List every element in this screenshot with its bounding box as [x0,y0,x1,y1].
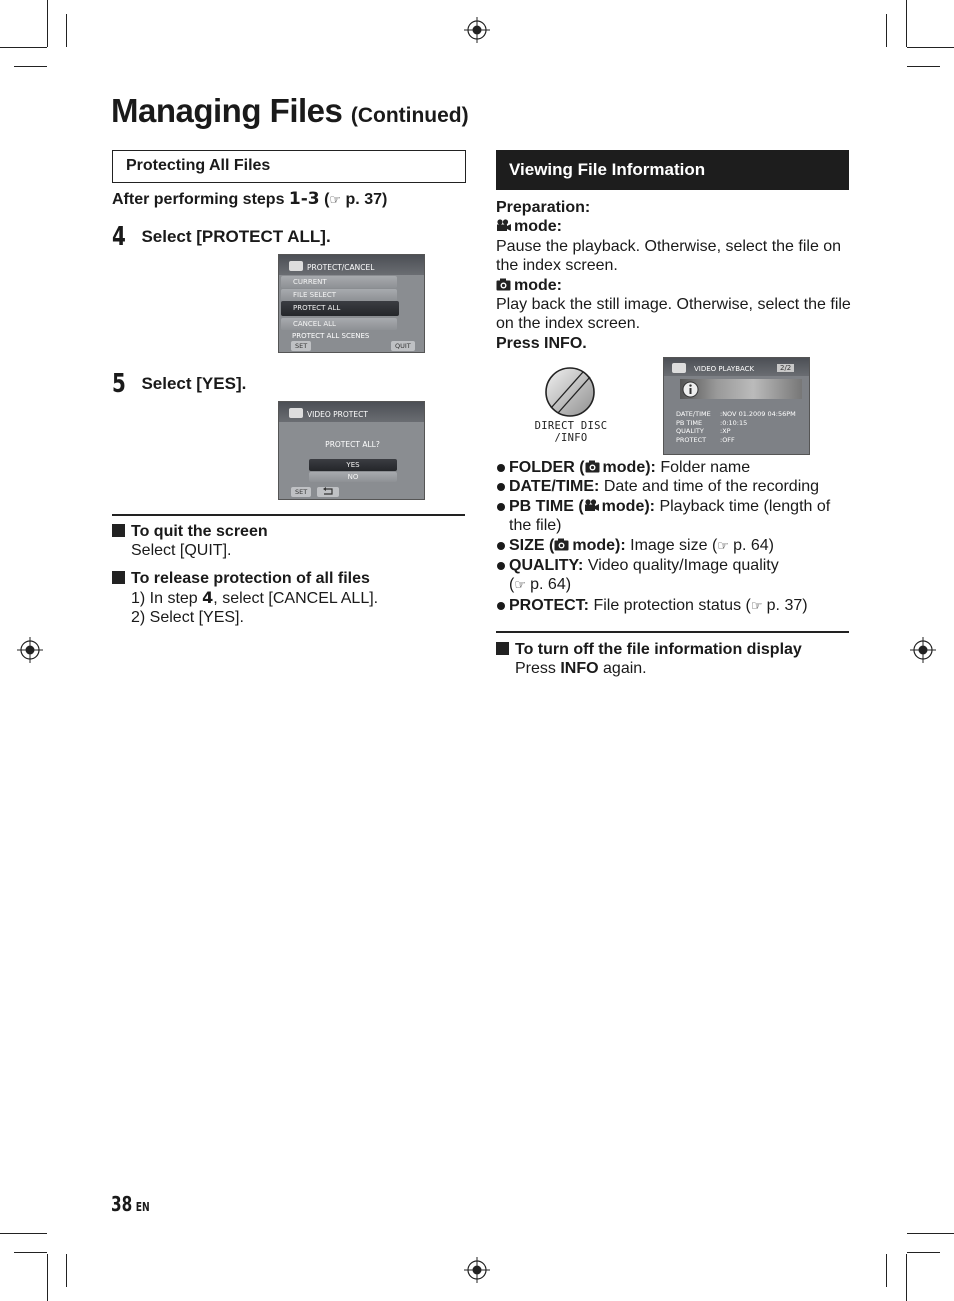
video-mode-icon [496,219,511,232]
turn-off-again: again. [603,660,647,677]
quit-button[interactable]: QUIT [391,341,415,351]
step-5 [112,369,246,399]
info-values [720,410,796,444]
size-text: Image size ( [630,536,718,554]
step-number: 4 [112,222,126,252]
crop-mark [907,1252,940,1253]
preparation-label: Preparation: [496,199,591,216]
video-mode-label: mode: [514,218,562,236]
info-value-quality: :XP [720,427,731,435]
crop-mark [47,0,48,47]
protect-cancel-screen [278,254,425,353]
pbtime-mode: mode): [601,497,655,515]
release-step-1-text: 1) In step [131,590,198,607]
pbtime-text: Playback time (length of the file) [509,497,831,535]
registration-mark-icon [464,17,490,43]
release-step-2: 2) Select [YES]. [131,609,244,626]
back-button[interactable] [317,487,339,497]
registration-mark-icon [910,637,936,663]
quit-screen-title: To quit the screen [131,523,268,540]
protect-label: PROTECT: [509,596,589,614]
turn-off-press: Press [515,660,556,677]
crop-mark [907,66,940,67]
direct-disc-label: DIRECT DISC [534,420,608,432]
page-number [111,1192,150,1216]
crop-mark [0,47,47,48]
size-mode: mode): [572,536,626,554]
reference-icon: ☞ [514,578,531,594]
quit-screen-text: Select [QUIT]. [131,542,232,559]
bullet-protect [496,596,856,616]
crop-mark [907,47,954,48]
page-title-text: Managing Files [111,92,343,129]
turn-off-key: INFO [560,660,599,677]
info-label-quality: QUALITY [676,427,704,435]
yes-option[interactable]: YES [309,459,397,471]
after-steps-line: After performing steps 1-3 (☞ p. 37) [112,189,388,209]
folder-mode: mode): [602,459,656,476]
protect-text: File protection status ( [593,596,751,614]
step-text: Select [YES]. [141,374,247,393]
video-camera-icon [289,408,303,418]
crop-mark [0,1233,47,1234]
page-language: EN [135,1200,150,1214]
screen-footer-text: PROTECT ALL SCENES [292,332,370,340]
file-counter: 2/2 [777,364,794,372]
still-mode-label: mode: [514,276,562,294]
release-protection-title: To release protection of all files [131,570,370,587]
turn-off-info-title: To turn off the file information display [515,641,802,658]
quality-label: QUALITY: [509,557,584,575]
direct-disc-info-label [533,420,609,444]
quality-text: Video quality/Image quality [587,557,779,575]
video-mode-icon [584,499,599,512]
reference-icon: ☞ [750,598,767,614]
still-mode-text: Play back the still image. Otherwise, select the file on the index screen. [496,296,851,333]
turn-off-info-text [496,659,802,678]
protect-ref: p. 37) [766,596,808,614]
datetime-text: Date and time of the recording [603,478,820,496]
video-protect-screen [278,401,425,500]
return-icon [322,487,334,496]
set-button[interactable]: SET [291,487,311,497]
release-protection-section [112,570,378,627]
page-number-value: 38 [111,1192,133,1216]
menu-item-current[interactable]: CURRENT [281,276,397,288]
screen-title: VIDEO PROTECT [307,410,368,419]
square-bullet-icon [112,571,125,584]
crop-mark [66,1254,67,1287]
info-label-protect: PROTECT [676,435,707,444]
after-steps-text: After performing steps [112,191,285,208]
folder-label: FOLDER ( [509,459,585,476]
still-mode-icon [585,460,600,473]
registration-mark-icon [17,637,43,663]
screen-title: PROTECT/CANCEL [307,263,375,272]
screen-title: VIDEO PLAYBACK [694,365,755,373]
after-steps-range: 1-3 [288,189,320,209]
release-step-1-text-b: , select [CANCEL ALL]. [213,590,379,607]
registration-mark-icon [464,1257,490,1283]
still-mode-icon [496,278,511,291]
crop-mark [886,14,887,47]
menu-item-protect-all[interactable]: PROTECT ALL [281,301,399,316]
video-camera-icon [672,363,686,373]
turn-off-info-section [496,641,802,678]
info-value-datetime: :NOV 01.2009 04:56PM [720,410,796,418]
pbtime-label: PB TIME ( [509,497,584,515]
info-labels [676,410,711,444]
reference-icon: ☞ [717,538,734,554]
crop-mark [886,1254,887,1287]
direct-disc-info-button-figure [533,366,609,450]
size-ref: p. 64) [733,536,774,554]
menu-item-cancel-all[interactable]: CANCEL ALL [281,318,397,330]
after-steps-ref: p. 37) [345,191,388,208]
section-divider [496,631,849,633]
release-step-1 [112,588,378,608]
bullet-folder [496,458,856,477]
step-text: Select [PROTECT ALL]. [141,227,331,246]
quality-ref: p. 64) [530,576,572,594]
video-playback-info-screen [663,357,810,455]
info-icon [682,381,699,398]
crop-mark [906,0,907,47]
video-camera-icon [289,261,303,271]
bullet-size [496,536,856,556]
info-value-pbtime: :0:10:15 [720,418,748,427]
no-option[interactable]: NO [309,472,397,482]
protecting-all-files-heading: Protecting All Files [112,150,466,183]
square-bullet-icon [112,524,125,537]
protect-all-question: PROTECT ALL? [325,440,380,449]
file-info-bullet-list [496,458,856,616]
size-label: SIZE ( [509,536,555,554]
crop-mark [14,66,47,67]
bullet-datetime [496,477,856,496]
menu-item-file-select[interactable]: FILE SELECT [281,289,397,301]
crop-mark [47,1254,48,1301]
crop-mark [907,1233,954,1234]
bullet-quality: QUALITY: Video quality/Image quality (☞ p. 64) [496,556,856,596]
info-label-datetime: DATE/TIME [676,410,711,418]
reference-icon: ☞ [329,193,342,208]
viewing-file-info-heading: Viewing File Information [496,150,849,190]
square-bullet-icon [496,642,509,655]
crop-mark [14,1252,47,1253]
bullet-pbtime [496,497,856,536]
set-button[interactable]: SET [291,341,311,351]
info-label-pbtime: PB TIME [676,418,703,427]
step-4 [112,222,331,252]
folder-text: Folder name [660,459,751,476]
datetime-label: DATE/TIME: [509,478,600,496]
section-divider [112,514,465,516]
page-title-suffix: (Continued) [350,104,469,127]
info-label: /INFO [554,432,588,444]
still-mode-icon [554,538,569,551]
step-number: 5 [112,369,126,399]
crop-mark [906,1254,907,1301]
video-mode-text: Pause the playback. Otherwise, select the file on the index screen. [496,237,842,275]
info-value-protect: :OFF [720,435,735,444]
preparation-block [496,198,856,353]
quit-screen-section [112,523,268,560]
press-info-text: Press INFO. [496,334,587,352]
crop-mark [66,14,67,47]
release-step-1-num: 4 [202,588,214,607]
info-button-icon [533,366,609,422]
page-title [111,92,469,130]
